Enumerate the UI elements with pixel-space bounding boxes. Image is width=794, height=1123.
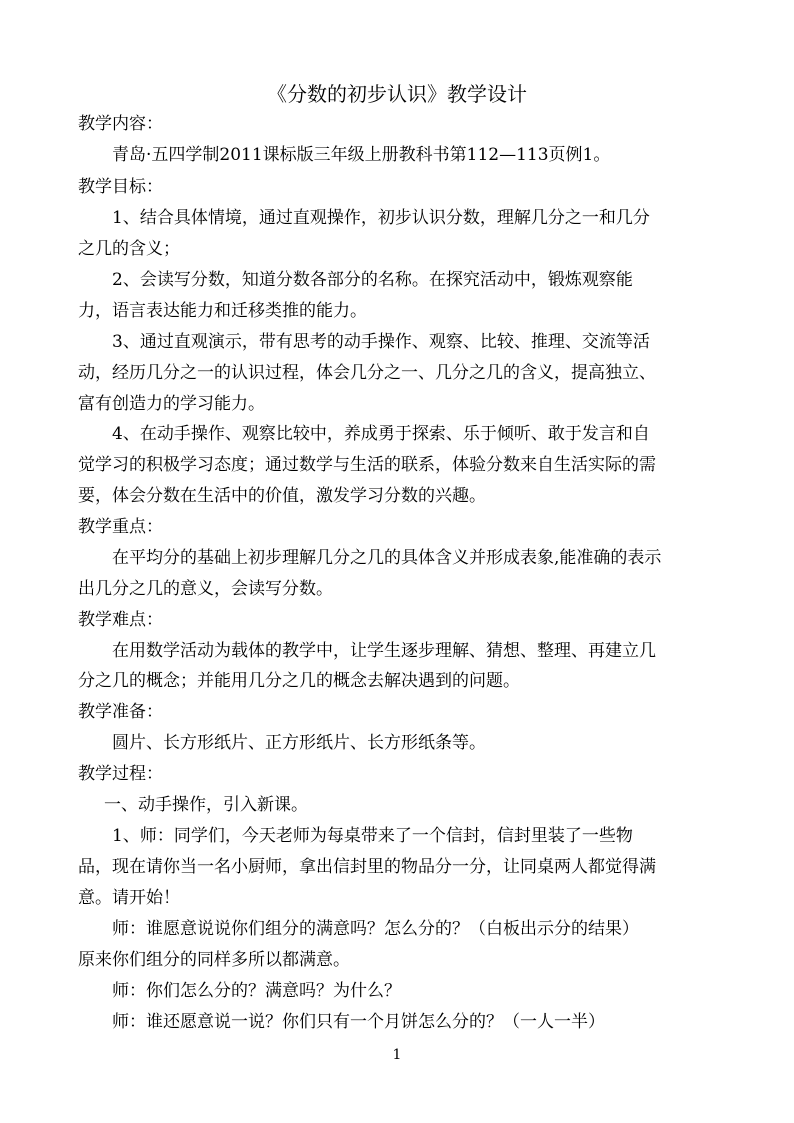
heading-content: 教学内容： (78, 114, 163, 134)
heading-process: 教学过程： (78, 764, 163, 784)
paragraph-line: 圆片、长方形纸片、正方形纸片、长方形纸条等。 (112, 733, 486, 753)
paragraph-line: 2、会读写分数，知道分数各部分的名称。在探究活动中，锻炼观察能 (112, 270, 633, 290)
paragraph-line: 力，语言表达能力和迁移类推的能力。 (78, 301, 367, 321)
paragraph-line: 在平均分的基础上初步理解几分之几的具体含义并形成表象,能准确的表示 (112, 548, 662, 568)
paragraph-line: 出几分之几的意义，会读写分数。 (78, 579, 333, 599)
paragraph-line: 觉学习的积极学习态度；通过数学与生活的联系，体验分数来自生活实际的需 (78, 455, 656, 475)
paragraph-line: 之几的含义； (78, 239, 180, 259)
page-number: 1 (392, 1047, 402, 1063)
paragraph-line: 要，体会分数在生活中的价值，激发学习分数的兴趣。 (78, 486, 486, 506)
paragraph-line: 青岛·五四学制2011课标版三年级上册教科书第112—113页例1。 (112, 145, 611, 165)
paragraph-line: 富有创造力的学习能力。 (78, 394, 265, 414)
paragraph-line: 4、在动手操作、观察比较中，养成勇于探索、乐于倾听、敢于发言和自 (112, 424, 650, 444)
paragraph-line: 1、师：同学们，今天老师为每桌带来了一个信封，信封里装了一些物 (112, 826, 633, 846)
paragraph-line: 原来你们组分的同样多所以都满意。 (78, 950, 350, 970)
heading-objectives: 教学目标： (78, 177, 163, 197)
paragraph-line: 动，经历几分之一的认识过程，体会几分之一、几分之几的含义，提高独立、 (78, 363, 656, 383)
document-title: 《分数的初步认识》教学设计 (267, 82, 527, 106)
paragraph-line: 师：谁愿意说说你们组分的满意吗？怎么分的？（白板出示分的结果） (112, 919, 639, 939)
heading-difficulties: 教学难点： (78, 610, 163, 630)
heading-preparation: 教学准备： (78, 702, 163, 722)
paragraph-line: 1、结合具体情境，通过直观操作，初步认识分数，理解几分之一和几分 (112, 208, 650, 228)
paragraph-line: 师：你们怎么分的？满意吗？为什么？ (112, 981, 401, 1001)
heading-key-points: 教学重点： (78, 517, 163, 537)
paragraph-line: 在用数学活动为载体的教学中，让学生逐步理解、猜想、整理、再建立几 (112, 641, 656, 661)
paragraph-line: 意。请开始！ (78, 888, 180, 908)
paragraph-line: 师：谁还愿意说一说？你们只有一个月饼怎么分的？（一人一半） (112, 1012, 605, 1032)
section-heading: 一、动手操作，引入新课。 (104, 795, 308, 815)
paragraph-line: 品，现在请你当一名小厨师，拿出信封里的物品分一分，让同桌两人都觉得满 (78, 857, 656, 877)
paragraph-line: 3、通过直观演示，带有思考的动手操作、观察、比较、推理、交流等活 (112, 332, 650, 352)
paragraph-line: 分之几的概念；并能用几分之几的概念去解决遇到的问题。 (78, 671, 520, 691)
